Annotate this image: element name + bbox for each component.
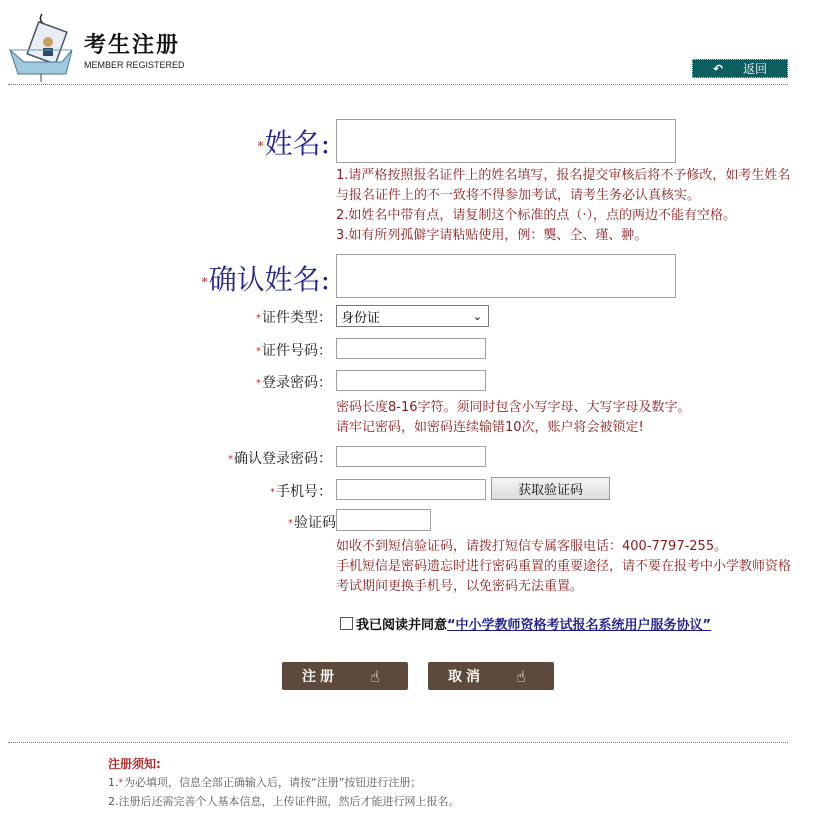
confirm-name-input[interactable] bbox=[336, 254, 676, 298]
registration-logo-icon bbox=[6, 12, 76, 84]
code-hint-2: 手机短信是密码遗忘时进行密码重置的重要途径，请不要在报考中小学教师资格 bbox=[336, 559, 792, 574]
hand-pointer-icon: ☝ bbox=[516, 666, 526, 686]
notes-line-1-prefix: 1. bbox=[108, 776, 119, 789]
agreement-row bbox=[340, 614, 711, 633]
name-hints bbox=[336, 166, 790, 246]
phone-label-text: 手机号： bbox=[276, 484, 332, 500]
name-hint-2: 与报名证件上的不一致将不得参加考试，请考生务必认真核实。 bbox=[336, 188, 701, 203]
id-type-selected: 身份证 bbox=[341, 310, 381, 326]
required-star: * bbox=[256, 377, 261, 389]
code-hints bbox=[336, 537, 791, 597]
code-label bbox=[288, 512, 336, 532]
notes-line-1-text: 为必填项，信息全部正确输入后，请按“注册”按钮进行注册； bbox=[124, 776, 422, 789]
name-hint-4: 3.如有所列孤僻字请粘贴使用，例：龑、仝、瑾、翀。 bbox=[336, 228, 648, 243]
required-star: * bbox=[228, 453, 233, 465]
service-agreement-link[interactable]: “中小学教师资格考试报名系统用户服务协议” bbox=[447, 618, 712, 633]
notes-title: 注册须知: bbox=[108, 757, 161, 771]
page-title: 考生注册 bbox=[84, 33, 181, 58]
code-label-text: 验证码 bbox=[294, 515, 336, 531]
required-star: * bbox=[257, 138, 264, 153]
required-star: * bbox=[201, 274, 208, 289]
name-input[interactable] bbox=[336, 119, 676, 163]
id-number-input[interactable] bbox=[336, 338, 486, 359]
notes-line-2: 2.注册后还需完善个人基本信息，上传证件照，然后才能进行网上报名。 bbox=[108, 795, 460, 808]
agreement-text: 我已阅读并同意 bbox=[356, 618, 448, 633]
register-label: 注册 bbox=[302, 669, 338, 685]
password-input[interactable] bbox=[336, 370, 486, 391]
get-sms-code-button[interactable]: 获取验证码 bbox=[491, 477, 610, 500]
name-label-text: 姓名: bbox=[264, 127, 330, 160]
header-divider bbox=[8, 84, 788, 85]
register-button[interactable] bbox=[282, 662, 408, 690]
confirm-name-label bbox=[202, 258, 330, 298]
back-arrow-icon: ↶ bbox=[712, 61, 724, 76]
confirm-name-label-text: 确认姓名: bbox=[208, 263, 330, 296]
required-star: * bbox=[256, 312, 261, 324]
hand-pointer-icon: ☝ bbox=[370, 666, 380, 686]
footer-divider bbox=[8, 742, 788, 743]
confirm-password-input[interactable] bbox=[336, 446, 486, 467]
cancel-button[interactable] bbox=[428, 662, 554, 690]
name-hint-1: 1.请严格按照报名证件上的姓名填写，报名提交审核后将不予修改，如考生姓名 bbox=[336, 168, 791, 183]
code-hint-3: 考试期间更换手机号，以免密码无法重置。 bbox=[336, 579, 584, 594]
back-button[interactable] bbox=[692, 59, 788, 78]
required-star: * bbox=[270, 486, 275, 498]
password-hint-2: 请牢记密码，如密码连续输错10次，账户将会被锁定! bbox=[336, 420, 644, 435]
code-hint-1: 如收不到短信验证码，请拨打短信专属客服电话：400-7797-255。 bbox=[336, 539, 728, 554]
name-label bbox=[258, 122, 330, 162]
phone-input[interactable] bbox=[336, 479, 486, 500]
required-star: * bbox=[288, 517, 293, 529]
cancel-label: 取消 bbox=[448, 669, 484, 685]
id-number-label-text: 证件号码： bbox=[262, 343, 332, 359]
confirm-password-label-text: 确认登录密码： bbox=[234, 451, 332, 467]
id-type-label-text: 证件类型： bbox=[262, 310, 332, 326]
agreement-checkbox[interactable] bbox=[340, 617, 353, 630]
password-label-text: 登录密码： bbox=[262, 375, 332, 391]
name-hint-3: 2.如姓名中带有点，请复制这个标准的点（·），点的两边不能有空格。 bbox=[336, 208, 737, 223]
required-star: * bbox=[118, 778, 123, 788]
id-number-label bbox=[256, 340, 332, 360]
notes-line-1 bbox=[108, 774, 421, 790]
password-hints bbox=[336, 398, 691, 438]
password-label bbox=[256, 372, 332, 392]
required-star: * bbox=[256, 345, 261, 357]
chevron-down-icon: ⌄ bbox=[472, 309, 482, 323]
page-subtitle: MEMBER REGISTERED bbox=[84, 60, 185, 70]
confirm-password-label bbox=[228, 448, 332, 468]
back-label: 返回 bbox=[743, 62, 768, 76]
phone-label bbox=[270, 481, 332, 501]
id-type-label bbox=[256, 307, 332, 327]
password-hint-1: 密码长度8-16字符。须同时包含小写字母、大写字母及数字。 bbox=[336, 400, 691, 415]
verification-code-input[interactable] bbox=[336, 509, 431, 531]
id-type-select[interactable] bbox=[336, 305, 489, 327]
